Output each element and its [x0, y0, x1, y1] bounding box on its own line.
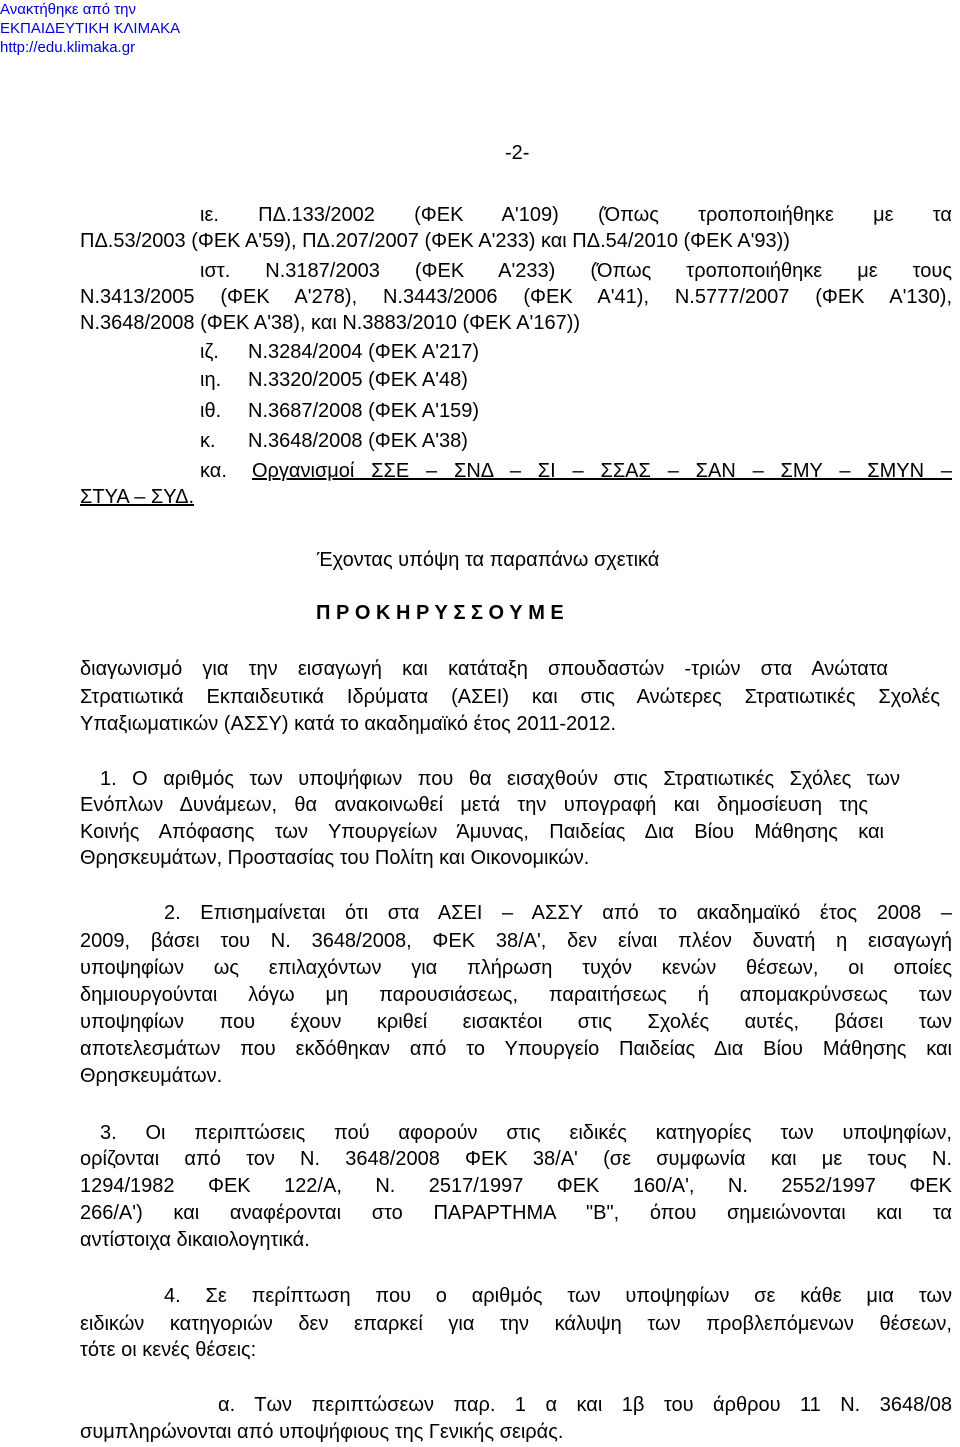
ref-iz-text: Ν.3284/2004 (ΦΕΚ Α'217) [248, 341, 480, 363]
para-1-line-1: 1. Ο αριθμός των υποψήφιων που θα εισαχθούν στις Στρατιωτικές Σχόλες των [100, 768, 900, 790]
para-1-line-2: Ενόπλων Δυνάμεων, θα ανακοινωθεί μετά την υπογραφή και δημοσίευση της [80, 794, 868, 816]
para-1-line-4: Θρησκευμάτων, Προστασίας του Πολίτη και Οικονομικών. [80, 847, 590, 869]
purpose-line-3: Υπαξιωματικών (ΑΣΣΥ) κατά το ακαδημαϊκό έτος 2011-2012. [80, 713, 617, 735]
ref-ka-text: Οργανισμοί ΣΣΕ – ΣΝΔ – ΣΙ – ΣΣΑΣ – ΣΑΝ – ΣΜΥ – ΣΜΥΝ – [252, 460, 952, 482]
page-number: -2- [505, 142, 530, 164]
para-2-line-4: δημιουργούνται λόγω μη παρουσιάσεως, παραιτήσεως ή απομακρύνσεως των [80, 984, 952, 1006]
source-banner [0, 0, 180, 57]
ref-ist-line-3: Ν.3648/2008 (ΦΕΚ Α'38), και Ν.3883/2010 (ΦΕΚ Α'167)) [80, 312, 581, 334]
para-a-line-2: συμπληρώνονται από υποψήφιους της Γενικής σειράς. [80, 1421, 564, 1443]
para-3-line-1: 3. Οι περιπτώσεις πού αφορούν στις ειδικές κατηγορίες των υποψηφίων, [100, 1122, 952, 1144]
purpose-line-1: διαγωνισμό για την εισαγωγή και κατάταξη σπουδαστών -τριών στα Ανώτατα [80, 658, 888, 680]
ref-ist-line-2: Ν.3413/2005 (ΦΕΚ Α'278), Ν.3443/2006 (ΦΕΚ Α'41), Ν.5777/2007 (ΦΕΚ Α'130), [80, 286, 952, 308]
intro-line: Έχοντας υπόψη τα παραπάνω σχετικά [317, 549, 660, 571]
para-2-line-6: αποτελεσμάτων που εκδόθηκαν από το Υπουργείο Παιδείας Δια Βίου Μάθησης και [80, 1038, 952, 1060]
para-3-line-5: αντίστοιχα δικαιολογητικά. [80, 1229, 310, 1251]
para-4-line-2: ειδικών κατηγοριών δεν επαρκεί για την κάλυψη των προβλεπόμενων θέσεων, [80, 1313, 952, 1335]
ref-ih-text: Ν.3320/2005 (ΦΕΚ Α'48) [248, 369, 468, 391]
para-2-line-3: υποψηφίων ως επιλαχόντων για πλήρωση τυχόν κενών θέσεων, οι οποίες [80, 957, 952, 979]
ref-k-text: Ν.3648/2008 (ΦΕΚ Α'38) [248, 430, 468, 452]
para-2-line-1: 2. Επισημαίνεται ότι στα ΑΣΕΙ – ΑΣΣΥ από το ακαδημαϊκό έτος 2008 – [164, 902, 952, 924]
para-2-line-7: Θρησκευμάτων. [80, 1065, 223, 1087]
ref-ist-line-1: ιστ. Ν.3187/2003 (ΦΕΚ Α'233) (Όπως τροποποιήθηκε με τους [200, 260, 952, 282]
para-a-line-1: α. Των περιπτώσεων παρ. 1 α και 1β του άρθρου 11 Ν. 3648/08 [218, 1394, 952, 1416]
para-2-line-5: υποψηφίων που έχουν κριθεί εισακτέοι στις Σχολές αυτές, βάσει των [80, 1011, 952, 1033]
para-3-line-4: 266/Α') και αναφέρονται στο ΠΑΡΑΡΤΗΜΑ "Β", όπου σημειώνονται και τα [80, 1202, 952, 1224]
para-2-line-2: 2009, βάσει του Ν. 3648/2008, ΦΕΚ 38/Α', δεν είναι πλέον δυνατή η εισαγωγή [80, 930, 952, 952]
ref-ie-line-1: ιε. ΠΔ.133/2002 (ΦΕΚ Α'109) (Όπως τροποποιήθηκε με τα [200, 204, 952, 226]
ref-ith-text: Ν.3687/2008 (ΦΕΚ Α'159) [248, 400, 480, 422]
ref-iz-label: ιζ. [200, 341, 219, 363]
para-4-line-1: 4. Σε περίπτωση που ο αριθμός των υποψηφίων σε κάθε μια των [164, 1285, 952, 1307]
purpose-line-2: Στρατιωτικά Εκπαιδευτικά Ιδρύματα (ΑΣΕΙ) και στις Ανώτερες Στρατιωτικές Σχολές [80, 686, 940, 708]
banner-line-2: ΕΚΠΑΙΔΕΥΤΙΚΗ ΚΛΙΜΑΚΑ [0, 20, 181, 37]
ref-ith-label: ιθ. [200, 400, 222, 422]
ref-ka-label: κα. [200, 460, 227, 482]
para-3-line-3: 1294/1982 ΦΕΚ 122/Α, Ν. 2517/1997 ΦΕΚ 160/Α', Ν. 2552/1997 ΦΕΚ [80, 1175, 952, 1197]
para-3-line-2: ορίζονται από τον Ν. 3648/2008 ΦΕΚ 38/Α' (σε συμφωνία και με τους Ν. [80, 1148, 952, 1170]
ref-ih-label: ιη. [200, 369, 222, 391]
banner-line-1: Ανακτήθηκε από την [0, 1, 137, 18]
ref-ie-line-2: ΠΔ.53/2003 (ΦΕΚ Α'59), ΠΔ.207/2007 (ΦΕΚ Α'233) και ΠΔ.54/2010 (ΦΕΚ Α'93)) [80, 230, 790, 252]
banner-link[interactable]: http://edu.klimaka.gr [0, 39, 136, 56]
proclamation-heading: Π Ρ Ο Κ Η Ρ Υ Σ Σ Ο Υ Μ Ε [316, 602, 564, 624]
ref-k-label: κ. [200, 430, 216, 452]
para-4-line-3: τότε οι κενές θέσεις: [80, 1339, 257, 1361]
ref-ka-continuation: ΣΤΥΑ – ΣΥΔ. [80, 486, 195, 508]
para-1-line-3: Κοινής Απόφασης των Υπουργείων Άμυνας, Παιδείας Δια Βίου Μάθησης και [80, 821, 884, 843]
